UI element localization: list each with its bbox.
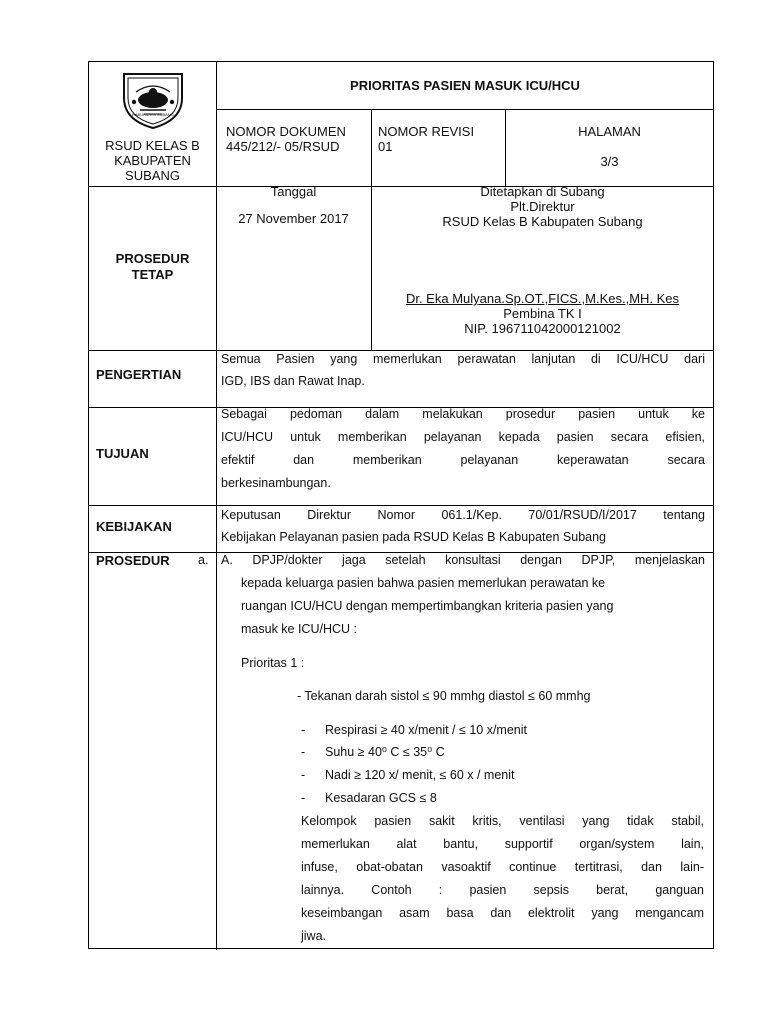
doc-number-label: NOMOR DOKUMEN	[226, 124, 346, 139]
director-role: Plt.Direktur	[510, 199, 575, 214]
subang-emblem-icon	[118, 68, 188, 130]
pengertian-line-1: Semua Pasien yang memerlukan perawatan lanjutan di ICU/HCU dari	[221, 352, 705, 366]
pengertian-line-2: IGD, IBS dan Rawat Inap.	[221, 374, 365, 388]
criterion-temperature: Suhu ≥ 40⁰ C ≤ 35⁰ C	[325, 745, 445, 759]
group-line-5: keseimbangan asam basa dan elektrolit yang mengancam	[301, 906, 704, 920]
criterion-respiration: Respirasi ≥ 40 x/menit / ≤ 10 x/menit	[325, 723, 527, 737]
group-line-1: Kelompok pasien sakit kritis, ventilasi yang tidak stabil,	[301, 814, 704, 828]
prosedur-intro-line-1: A. DPJP/dokter jaga setelah konsultasi dengan DPJP, menjelaskan	[221, 553, 705, 567]
tujuan-line-2: ICU/HCU untuk memberikan pelayanan kepada pasien secara efisien,	[221, 430, 705, 444]
tujuan-label: TUJUAN	[96, 446, 149, 461]
sop-label-line-2: TETAP	[131, 267, 174, 282]
title-divider	[216, 109, 714, 110]
hospital-name-line-3: SUBANG	[125, 168, 180, 183]
blood-pressure-criterion: - Tekanan darah sistol ≤ 90 mmhg diastol ≤ 60 mmhg	[297, 689, 591, 703]
hospital-name-line-1: RSUD KELAS B	[105, 138, 200, 153]
revision-label: NOMOR REVISI	[378, 124, 475, 139]
revision-value: 01	[378, 139, 393, 154]
tujuan-line-3: efektif dan memberikan pelayanan keperawatan secara	[221, 453, 705, 467]
kebijakan-label: KEBIJAKAN	[96, 519, 172, 534]
criterion-bullet: -	[301, 723, 306, 737]
signer-rank: Pembina TK I	[503, 306, 582, 321]
sop-document	[88, 61, 714, 949]
prosedur-marker: a.	[198, 553, 209, 567]
criterion-bullet: -	[301, 745, 306, 759]
group-line-4: lainnya. Contoh : pasien sepsis berat, ganguan	[301, 883, 704, 897]
page-value: 3/3	[600, 154, 619, 169]
criterion-pulse: Nadi ≥ 120 x/ menit, ≤ 60 x / menit	[325, 768, 515, 782]
priority-label: Prioritas 1 :	[241, 656, 305, 670]
date-label: Tanggal	[270, 184, 317, 199]
pengertian-label: PENGERTIAN	[96, 367, 182, 382]
doc-number-value: 445/212/- 05/RSUD	[226, 139, 340, 154]
organization: RSUD Kelas B Kabupaten Subang	[442, 214, 643, 229]
kebijakan-line-2: Kebijakan Pelayanan pasien pada RSUD Kelas B Kabupaten Subang	[221, 530, 606, 544]
date-value: 27 November 2017	[238, 211, 349, 226]
prosedur-intro-line-2: kepada keluarga pasien bahwa pasien memerlukan perawatan ke	[241, 576, 606, 590]
document-title: PRIORITAS PASIEN MASUK ICU/HCU	[350, 78, 580, 93]
signer-nip: NIP. 196711042000121002	[464, 321, 621, 336]
revision-divider	[505, 109, 506, 186]
criterion-bullet: -	[301, 791, 306, 805]
group-line-6: jiwa.	[301, 929, 327, 943]
sop-divider	[89, 350, 714, 351]
tujuan-line-1: Sebagai pedoman dalam melakukan prosedur pasien untuk ke	[221, 407, 705, 421]
tujuan-line-4: berkesinambungan.	[221, 476, 331, 490]
page-label: HALAMAN	[578, 124, 641, 139]
signer-name: Dr. Eka Mulyana.Sp.OT.,FICS.,M.Kes.,MH. Kes	[405, 291, 680, 306]
tujuan-divider	[89, 505, 714, 506]
kebijakan-line-1: Keputusan Direktur Nomor 061.1/Kep. 70/01/RSUD/I/2017 tentang	[221, 508, 705, 522]
criterion-bullet: -	[301, 768, 306, 782]
prosedur-intro-line-4: masuk ke ICU/HCU :	[241, 622, 357, 636]
sop-label-line-1: PROSEDUR	[115, 251, 190, 266]
group-line-3: infuse, obat-obatan vasoaktif continue tertitrasi, dan lain-	[301, 860, 704, 874]
prosedur-intro-line-3: ruangan ICU/HCU dengan mempertimbangkan kriteria pasien yang	[241, 599, 614, 613]
criterion-consciousness: Kesadaran GCS ≤ 8	[325, 791, 437, 805]
hospital-name-line-2: KABUPATEN	[114, 153, 191, 168]
prosedur-label: PROSEDUR	[96, 553, 170, 568]
hospital-logo	[118, 68, 188, 130]
group-line-2: memerlukan alat bantu, supportif organ/system lain,	[301, 837, 704, 851]
established-at: Ditetapkan di Subang	[480, 184, 605, 199]
logo-text: KABUPATEN SUBANG	[132, 112, 174, 117]
